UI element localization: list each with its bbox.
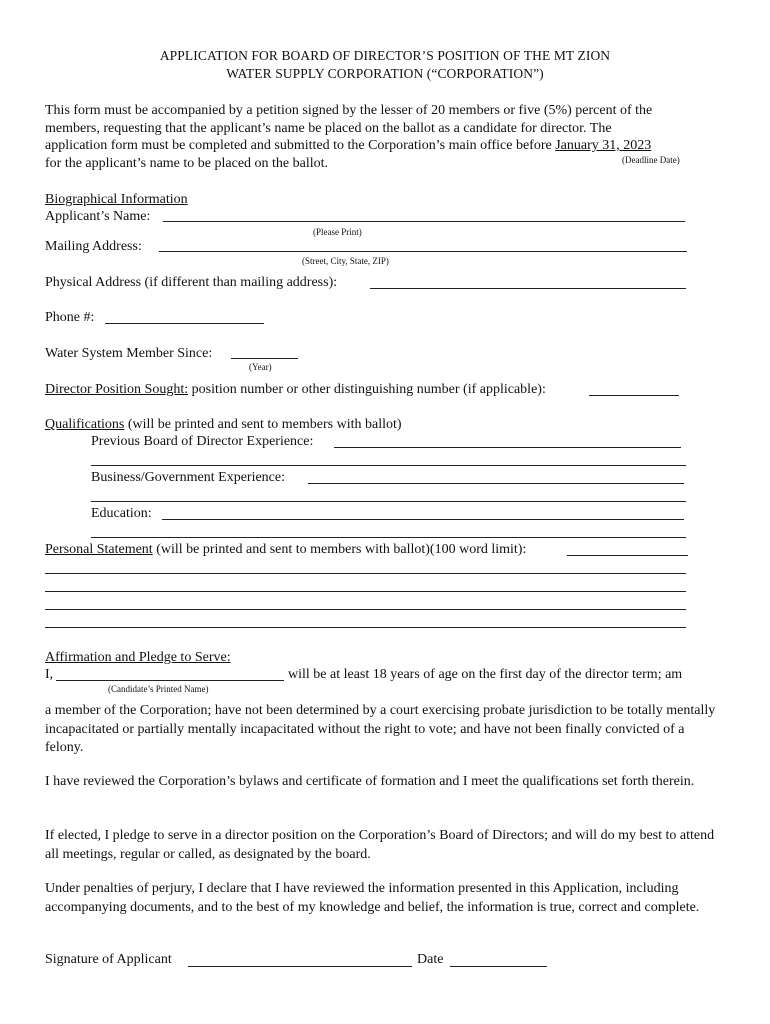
business-experience-label: Business/Government Experience: <box>91 470 286 485</box>
bio-heading: Biographical Information <box>45 192 188 207</box>
director-position-heading: Director Position Sought: <box>45 382 189 397</box>
director-position-field[interactable] <box>589 395 679 396</box>
candidate-name-hint: (Candidate’s Printed Name) <box>108 684 209 694</box>
physical-address-field[interactable] <box>370 288 686 289</box>
member-since-label: Water System Member Since: <box>45 346 213 361</box>
phone-field[interactable] <box>105 323 264 324</box>
qualifications-note: (will be printed and sent to members with ballot) <box>124 417 402 432</box>
form-title-line2: WATER SUPPLY CORPORATION (“CORPORATION”) <box>226 66 544 81</box>
affirmation-i-label: I, <box>45 667 54 682</box>
intro-line3-prefix: application form must be completed and submitted to the Corporation’s main office before <box>45 138 556 153</box>
intro-line1: This form must be accompanied by a petition signed by the lesser of 20 members or five (5%) percent of the <box>45 103 653 118</box>
business-experience-field[interactable] <box>308 483 684 484</box>
deadline-hint: (Deadline Date) <box>622 155 680 165</box>
affirmation-paragraph-2: I have reviewed the Corporation’s bylaws and certificate of formation and I meet the qualifications set forth therein. <box>45 774 695 789</box>
mailing-address-hint: (Street, City, State, ZIP) <box>302 256 389 266</box>
intro-line4: for the applicant’s name to be placed on the ballot. <box>45 156 329 171</box>
affirmation-line1-rest: will be at least 18 years of age on the first day of the director term; am <box>288 667 683 682</box>
mailing-address-field[interactable] <box>159 251 687 252</box>
personal-statement-line-5[interactable] <box>45 627 686 628</box>
director-position-rest: position number or other distinguishing number (if applicable): <box>188 382 546 397</box>
personal-statement-label <box>45 542 526 558</box>
physical-address-label: Physical Address (if different than mailing address): <box>45 275 338 290</box>
signature-label: Signature of Applicant <box>45 952 172 967</box>
education-field[interactable] <box>162 519 684 520</box>
personal-statement-field[interactable] <box>567 555 688 556</box>
member-since-field[interactable] <box>231 358 298 359</box>
affirmation-heading: Affirmation and Pledge to Serve: <box>45 650 231 665</box>
date-field[interactable] <box>450 966 547 967</box>
business-experience-field-2[interactable] <box>91 501 686 502</box>
mailing-address-label: Mailing Address: <box>45 239 142 254</box>
board-experience-label: Previous Board of Director Experience: <box>91 434 314 449</box>
affirmation-paragraph-1: a member of the Corporation; have not been determined by a court exercising probate jurisdiction to be totally mentally incapacitated or partially mentally incapacitated without the right to vote; and have not been finally convicted of a felony. <box>45 703 716 755</box>
personal-statement-note: (will be printed and sent to members with ballot)(100 word limit): <box>152 542 527 557</box>
personal-statement-line-2[interactable] <box>45 573 686 574</box>
please-print-hint: (Please Print) <box>313 227 362 237</box>
applicant-name-label: Applicant’s Name: <box>45 209 151 224</box>
date-label: Date <box>417 952 444 967</box>
affirmation-paragraph-4: Under penalties of perjury, I declare that I have reviewed the information presented in this Application, including accompanying documents, and to the best of my knowledge and belief, the information is true, correct and complete. <box>45 881 700 915</box>
qualifications-label <box>45 417 402 433</box>
education-field-2[interactable] <box>91 537 686 538</box>
affirmation-paragraph-3: If elected, I pledge to serve in a director position on the Corporation’s Board of Directors; and will do my best to attend all meetings, regular or called, as designated by the board. <box>45 828 715 862</box>
board-experience-field-2[interactable] <box>91 465 686 466</box>
form-title-line1: APPLICATION FOR BOARD OF DIRECTOR’S POSITION OF THE MT ZION <box>159 48 611 63</box>
personal-statement-line-3[interactable] <box>45 591 686 592</box>
year-hint: (Year) <box>249 362 272 372</box>
deadline-date: January 31, 2023 <box>555 138 652 153</box>
intro-line2: members, requesting that the applicant’s name be placed on the ballot as a candidate for director. The <box>45 121 612 136</box>
applicant-name-field[interactable] <box>163 221 685 222</box>
intro-line3 <box>45 138 651 154</box>
qualifications-heading: Qualifications <box>45 417 125 432</box>
phone-label: Phone #: <box>45 310 95 325</box>
education-label: Education: <box>91 506 152 521</box>
board-experience-field[interactable] <box>334 447 681 448</box>
personal-statement-heading: Personal Statement <box>45 542 153 557</box>
personal-statement-line-4[interactable] <box>45 609 686 610</box>
director-position-label <box>45 382 546 398</box>
candidate-name-field[interactable] <box>56 680 284 681</box>
signature-field[interactable] <box>188 966 412 967</box>
